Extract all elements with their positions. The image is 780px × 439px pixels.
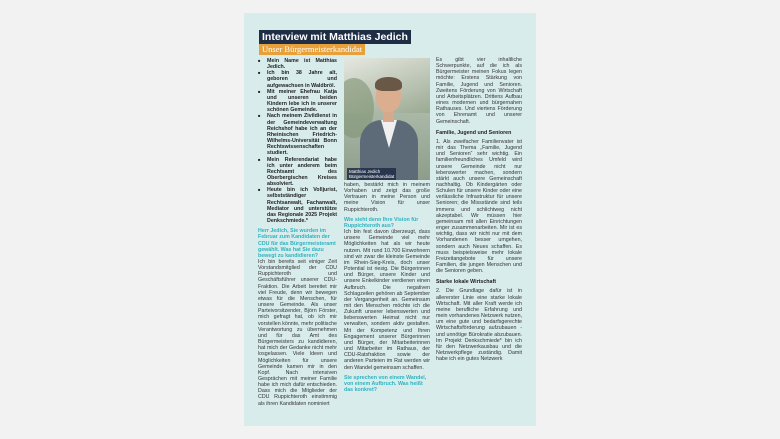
- section-text: 2. Die Grundlage dafür ist in allererster Linie eine starke lokale Wirtschaft. Mit aller Kraft werde ich meine berufliche Erfahrung und mein vorhandenes Netzwerk nutzen, um eine gute und bedarfsgerechte Wirtschaftsförderung aufzubauen - und unnötige Bürokratie abzubauen. Im Projekt Denkschmiede* bin ich für den Netzwerkausbau und die Netzwerkpflege zuständig. Damit habe ich ein gutes Netzwerk: [436, 288, 522, 363]
- interview-answer: Es gibt vier inhaltliche Schwerpunkte, auf die ich als Bürgermeister meinen Fokus legen möchte: Erstens Stärkung von Familie, Jugend und Senioren. Zweitens Förderung von Wirtschaft und Arbeitsplätzen. Drittens Aufbau eines modernen und bürgernahen Rathauses. Und viertens Förderung von Ehrenamt und unserer Gemeinschaft.: [436, 57, 522, 125]
- bio-item: ■ Nach meinem Zivildienst in der Gemeindeverwaltung Reichshof habe ich an der Rheinischen Friedrich-Wilhelms-Universität Bonn Rechtswissenschaften studiert.: [258, 113, 337, 156]
- bio-item: ■ Mein Referendariat habe ich unter anderem beim Rechtsamt des Oberbergischen Kreises absolviert.: [258, 157, 337, 188]
- candidate-photo: [344, 58, 430, 180]
- column-right: [436, 57, 522, 362]
- page-title: Interview mit Matthias Jedich: [259, 30, 411, 44]
- section-heading: Starke lokale Wirtschaft: [436, 279, 497, 286]
- interview-question: Herr Jedich, Sie wurden im Februar zum Kandidaten der CDU für das Bürgermeisteramt gewählt. Was hat Sie dazu bewegt zu kandidieren?: [258, 228, 336, 259]
- section-heading: Familie, Jugend und Senioren: [436, 129, 512, 136]
- page-subtitle: Unser Bürgermeisterkandidat: [259, 44, 365, 55]
- caption-role: Bürgermeisterkandidat: [349, 174, 395, 179]
- photo-caption: [347, 168, 396, 180]
- bio-item: ■ Ich bin 38 Jahre alt, geboren und aufgewachsen in Waldbröl.: [258, 70, 337, 88]
- caption-name: Matthias Jedich: [349, 169, 381, 174]
- interview-answer: haben, bestärkt mich in meinem Vorhaben und zeigt das große Vertrauen in meine Person und meine Vision für unser Ruppichteroth.: [344, 182, 430, 213]
- flyer-page: [244, 13, 536, 426]
- interview-answer: Ich bin fest davon überzeugt, dass unsere Gemeinde viel mehr Möglichkeiten hat als wir heute nutzen. Mit rund 10.700 Einwohnern sind wir zwar die kleinste Gemeinde im Rhein-Sieg-Kreis, doch unser Potential ist riesig. Die Bürgerinnen und Bürger, unsere Kinder und unsere Enkelkinder verdienen einen Aufbruch. Die negativen Schlagzeilen gehören ab September der Vergangenheit an. Gemeinsam mit den Menschen möchte ich die Zukunft unserer lebenswerten und liebenswerten Heimat nicht nur verwalten, sondern aktiv gestalten. Mit der Kompetenz und Ihren Engagement unserer Bürgerinnen und Bürger, der Mitarbeiterinnen und Mitarbeiter im Rathaus, der CDU-Ratsfraktion sowie der anderen Parteien im Rat werden wir den Wandel gemeinsam schaffen.: [344, 229, 430, 371]
- interview-answer: Ich bin bereits seit einiger Zeit Vorstandsmitglied der CDU Ruppichteroth und Geschäftsführer unserer CDU-Fraktion. Die Arbeit bereitet mir viel Freude, denn wir bewegen etwas für die Menschen, für unsere Gemeinde. Als unser Parteivorsitzender, Björn Förster, mich gefragt hat, ob ich mir vorstellen könnte, mehr politische Verantwortung zu übernehmen und für das Amt des Bürgermeisters zu kandidieren, hat mich der Gedanke nicht mehr losgelassen. Viele Ideen und Möglichkeiten für unsere Gemeinde kamen mir in den Kopf. Nach intensiven Gesprächen mit meiner Familie habe ich mich dafür entschieden. Dass mich die Mitglieder der CDU Ruppichteroth einstimmig als ihren Kandidaten nominiert: [258, 259, 337, 407]
- column-middle: [344, 182, 430, 393]
- bio-item: ■ Heute bin ich Volljurist, selbstständiger Rechtsanwalt, Fachanwalt, Mediator und unterstütze das Regionale 2025 Projekt Denkschmiede.*: [258, 187, 337, 224]
- bio-list: [258, 58, 337, 224]
- bio-item: ■ Mit meiner Ehefrau Katja und unseren beiden Kindern lebe ich in unserer schönen Gemeinde.: [258, 89, 337, 114]
- bio-item: ■ Mein Name ist Matthias Jedich.: [258, 58, 337, 70]
- section-text: 1. Als zweifacher Familienvater ist mir das Thema „Familie, Jugend und Senioren“ sehr wichtig. Ein familienfreundliches Umfeld wird unsere Gemeinde nicht nur lebenswerter machen, sondern stärkt auch unsere Gemeinschaft nachhaltig. Ob Kindergärten oder Schulen für unsere Kinder oder eine verlässliche Infrastruktur für unsere Senioren; die Missstände sind teils immens und schlichtweg nicht akzeptabel. Wir müssen hier gemeinsam mit allen Einrichtungen enger zusammenarbeiten. Mir ist es wichtig, dass wir nicht nur mit dem Vorhandenen besser umgehen, sondern auch Neues schaffen. Es muss beispielsweise mehr lokale Freizeitangebote für unsere Familien, die jungen Menschen und die Senioren geben.: [436, 138, 522, 275]
- interview-question: Sie sprechen von einem Wandel, von einem Aufbruch. Was heißt das konkret?: [344, 374, 427, 393]
- interview-question: Wie sieht denn Ihre Vision für Ruppichteroth aus?: [344, 216, 419, 229]
- column-left: [258, 58, 337, 407]
- photo-hair: [375, 77, 402, 91]
